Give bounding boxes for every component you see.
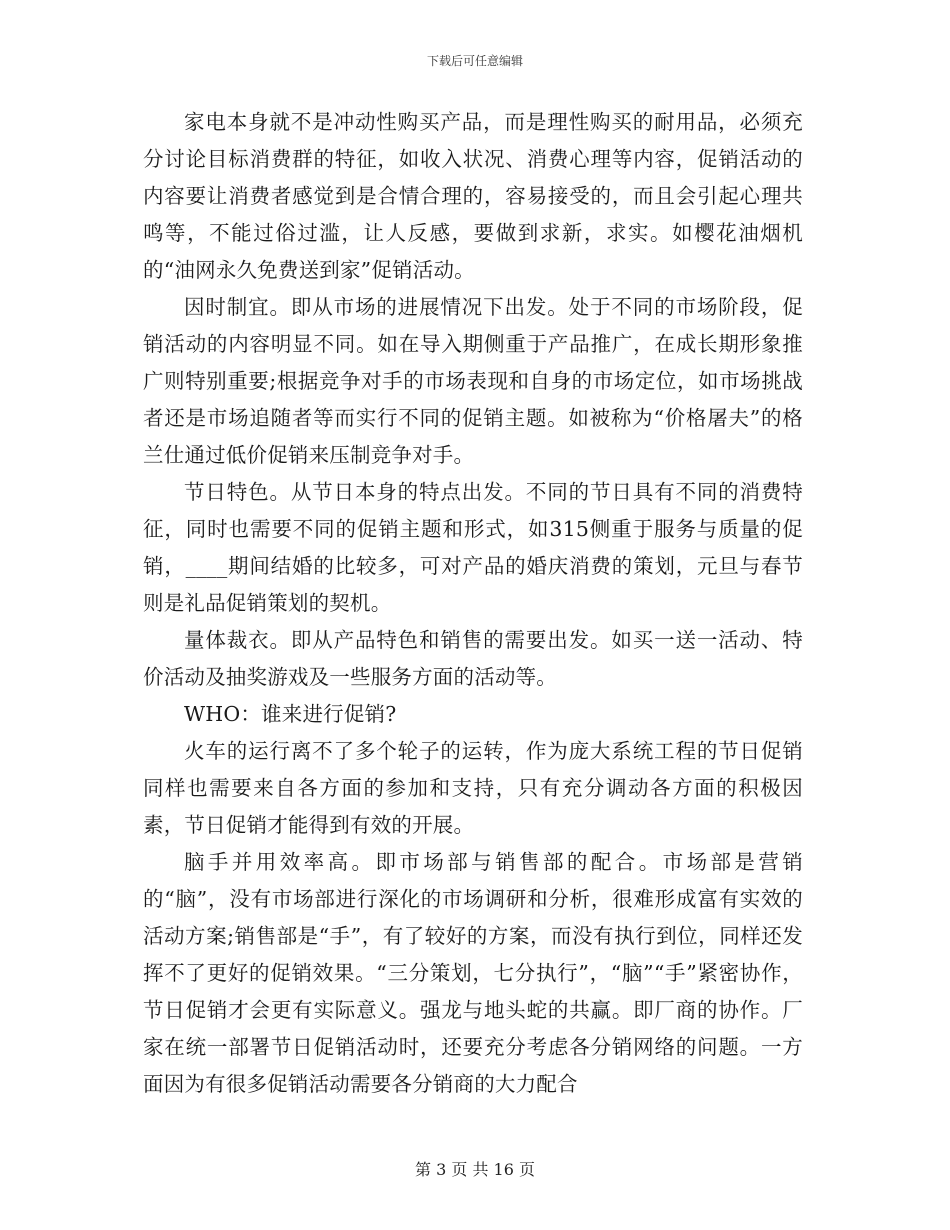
- paragraph-timing: 因时制宜。即从市场的进展情况下出发。处于不同的市场阶段，促销活动的内容明显不同。如在导入期侧重于产品推广，在成长期形象推广则特别重要;根据竞争对手的市场表现和自身的市场定位，如市场挑战者还是市场追随者等而实行不同的促销主题。如被称为“价格屠夫”的格兰仕通过低价促销来压制竞争对手。: [143, 295, 803, 467]
- paragraph-holiday-features: 节日特色。从节日本身的特点出发。不同的节日具有不同的消费特征，同时也需要不同的促销主题和形式，如315侧重于服务与质量的促销，____期间结婚的比较多，可对产品的婚庆消费的策划，元旦与春节则是礼品促销策划的契机。: [143, 480, 803, 615]
- paragraph-tailored-promotion: 量体裁衣。即从产品特色和销售的需要出发。如买一送一活动、特价活动及抽奖游戏及一些服务方面的活动等。: [143, 628, 803, 689]
- paragraph-brain-hand-cooperation: 脑手并用效率高。即市场部与销售部的配合。市场部是营销的“脑”，没有市场部进行深化的市场调研和分析，很难形成富有实效的活动方案;销售部是“手”，有了较好的方案，而没有执行到位，同样还发挥不了更好的促销效果。“三分策划，七分执行”，“脑”“手”紧密协作，节日促销才会更有实际意义。强龙与地头蛇的共赢。即厂商的协作。厂家在统一部署节日促销活动时，还要充分考虑各分销网络的问题。一方面因为有很多促销活动需要各分销商的大力配合: [143, 850, 803, 1096]
- page-number: 第 3 页 共 16 页: [415, 1160, 535, 1179]
- document-body: [143, 104, 803, 1103]
- paragraph-train-analogy: 火车的运行离不了多个轮子的运转，作为庞大系统工程的节日促销同样也需要来自各方面的参加和支持，只有充分调动各方面的积极因素，节日促销才能得到有效的开展。: [143, 739, 803, 837]
- page-header-note: 下载后可任意编辑: [426, 54, 523, 68]
- paragraph-consumer-psychology: 家电本身就不是冲动性购买产品，而是理性购买的耐用品，必须充分讨论目标消费群的特征，如收入状况、消费心理等内容，促销活动的内容要让消费者感觉到是合情合理的，容易接受的，而且会引起心理共鸣等，不能过俗过滥，让人反感，要做到求新，求实。如樱花油烟机的“油网永久免费送到家”促销活动。: [143, 110, 803, 282]
- paragraph-who-heading: WHO：谁来进行促销?: [184, 702, 397, 726]
